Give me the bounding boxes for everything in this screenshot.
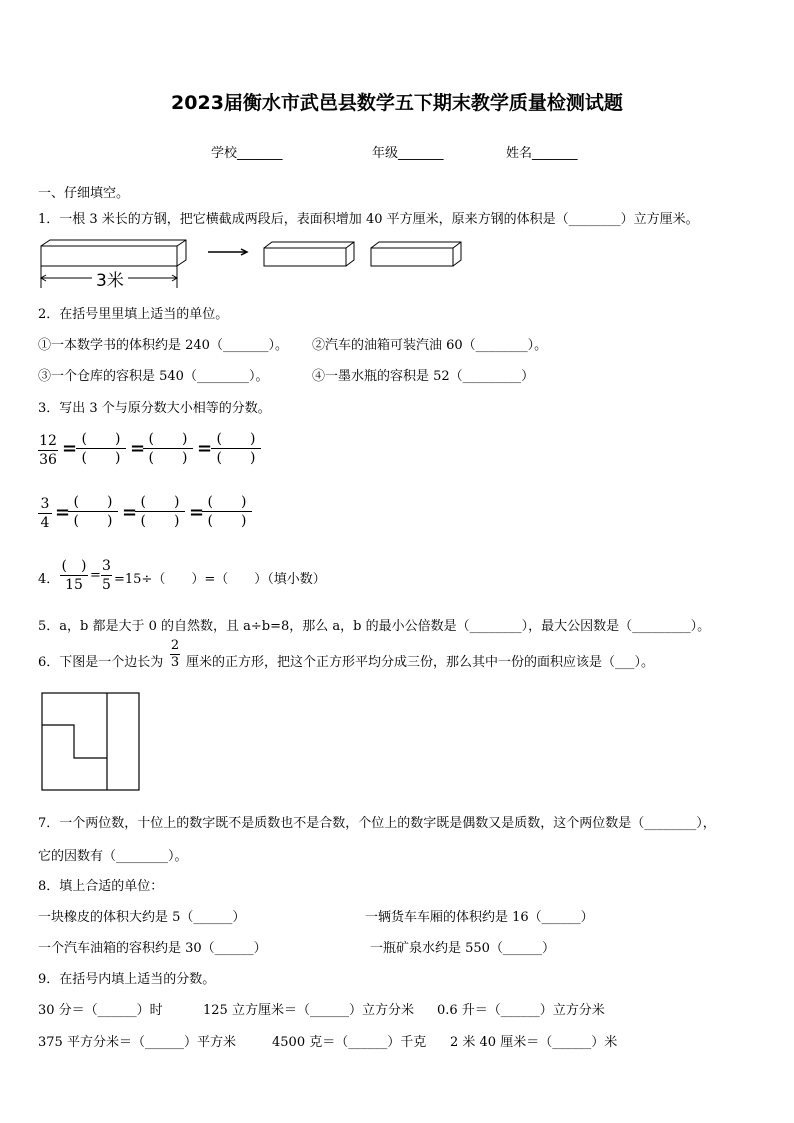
equals-sign: = (197, 438, 213, 459)
q9-row1-item-3: 0.6 升＝（______）立方分米 (437, 1003, 605, 1018)
question-6-before: 6．下图是一个边长为 (38, 655, 164, 670)
question-7-line-2: 它的因数有（________）。 (38, 849, 188, 864)
denominator: 15 (65, 577, 83, 593)
numerator: 12 (39, 433, 57, 449)
denominator: 5 (102, 577, 111, 593)
equals-sign: = (90, 568, 101, 583)
blank-denominator[interactable]: ( ) (140, 513, 180, 529)
question-1-text: 1．一根 3 米长的方钢，把它横截成两段后，表面积增加 40 平方厘米，原来方钢的体积是（________）立方厘米。 (38, 212, 699, 227)
blank-denominator[interactable]: ( ) (81, 450, 121, 466)
q2-item-2: ②汽车的油箱可装汽油 60（________）。 (312, 338, 548, 353)
school-field[interactable]: 学校_______ (211, 146, 283, 161)
numerator: 2 (170, 638, 180, 653)
blank-numerator[interactable]: ( ) (207, 494, 247, 510)
q4-rest: =15÷（ ）=（ ）（填小数） (114, 572, 326, 587)
page-title: 2023届衡水市武邑县数学五下期末教学质量检测试题 (171, 92, 623, 114)
equals-sign: = (130, 438, 146, 459)
denominator: 36 (39, 452, 57, 468)
section-heading: 一、仔细填空。 (38, 186, 130, 201)
question-4-label: 4． (38, 572, 60, 587)
grade-field[interactable]: 年级_______ (372, 146, 444, 161)
blank-numerator[interactable]: ( ) (61, 558, 87, 574)
blank-denominator[interactable]: ( ) (207, 513, 247, 529)
question-3-text: 3．写出 3 个与原分数大小相等的分数。 (38, 401, 271, 416)
q8-item-3: 一个汽车油箱的容积约是 30（______） (38, 941, 267, 956)
q8-item-2: 一辆货车车厢的体积约是 16（______） (365, 910, 594, 925)
numerator: 3 (102, 558, 111, 574)
blank-numerator[interactable]: ( ) (148, 431, 188, 447)
q8-item-4: 一瓶矿泉水约是 550（______） (370, 941, 555, 956)
name-field[interactable]: 姓名_______ (506, 146, 578, 161)
blank-denominator[interactable]: ( ) (216, 450, 256, 466)
q9-row1-item-1: 30 分＝（______）时 (38, 1003, 163, 1018)
q9-row2-item-3: 2 米 40 厘米＝（______）米 (450, 1035, 618, 1050)
equals-sign: = (189, 502, 205, 523)
numerator: 3 (40, 496, 50, 512)
q2-item-3: ③一个仓库的容积是 540（________）。 (38, 369, 269, 384)
denominator: 3 (170, 655, 180, 670)
question-5-text: 5．a，b 都是大于 0 的自然数，且 a÷b=8，那么 a，b 的最小公倍数是（________），最大公因数是（_________）。 (38, 619, 711, 634)
equals-sign: = (55, 502, 71, 523)
q9-row1-item-2: 125 立方厘米＝（______）立方分米 (203, 1003, 414, 1018)
question-8-text: 8．填上合适的单位： (38, 879, 164, 894)
question-6-after: 厘米的正方形，把这个正方形平均分成三份，那么其中一份的面积应该是（___）。 (186, 655, 655, 670)
q2-item-4: ④一墨水瓶的容积是 52（_________） (312, 369, 535, 384)
q8-item-1: 一块橡皮的体积大约是 5（______） (38, 910, 246, 925)
equals-sign: = (122, 502, 138, 523)
blank-numerator[interactable]: ( ) (140, 494, 180, 510)
q2-item-1: ①一本数学书的体积约是 240（_______）。 (38, 338, 288, 353)
equals-sign: = (62, 438, 78, 459)
question-9-text: 9．在括号内填上适当的分数。 (38, 972, 216, 987)
q9-row2-item-1: 375 平方分米＝（______）平方米 (38, 1035, 236, 1050)
question-2-text: 2．在括号里里填上适当的单位。 (38, 307, 229, 322)
question-7-line-1: 7．一个两位数，十位上的数字既不是质数也不是合数，个位上的数字既是偶数又是质数，这个两位数是（________）， (38, 816, 716, 831)
blank-denominator[interactable]: ( ) (73, 513, 113, 529)
q9-row2-item-2: 4500 克＝（______）千克 (272, 1035, 427, 1050)
blank-denominator[interactable]: ( ) (148, 450, 188, 466)
blank-numerator[interactable]: ( ) (216, 431, 256, 447)
denominator: 4 (40, 515, 50, 531)
q1-length-label: 3米 (96, 271, 124, 291)
blank-numerator[interactable]: ( ) (73, 494, 113, 510)
blank-numerator[interactable]: ( ) (81, 431, 121, 447)
